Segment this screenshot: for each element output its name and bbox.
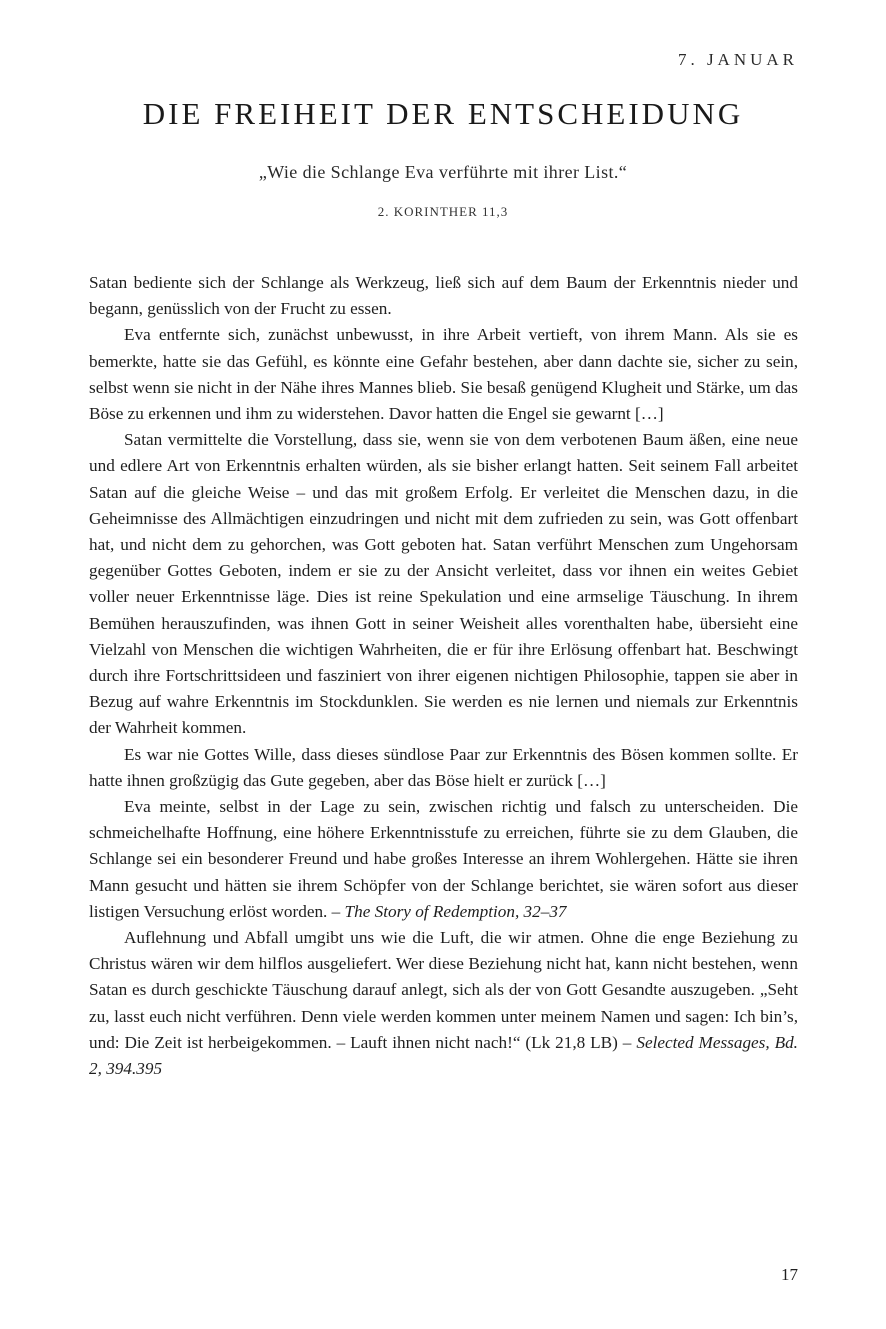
paragraph-text: Satan bediente sich der Schlange als Werkzeug, ließ sich auf dem Baum der Erkenntnis nieder und begann, genüsslich von der Frucht zu essen.	[89, 273, 798, 319]
paragraph	[89, 794, 798, 925]
body-text	[89, 270, 798, 1082]
paragraph-text: Auflehnung und Abfall umgibt uns wie die Luft, die wir atmen. Ohne die enge Beziehung zu Christus wären wir dem hilflos ausgeliefert. Wer diese Beziehung nicht hat, kann nicht bestehen, wenn Satan es durch geschickte Täuschung darauf anlegt, sich als der von Gott Gesandte auszugeben. „Seht zu, lasst euch nicht verführen. Denn viele werden kommen unter meinem Namen und sagen: Ich bin’s, und: Die Zeit ist herbeigekommen. – Lauft ihnen nicht nach!“ (Lk 21,8 LB) –	[89, 928, 798, 1052]
paragraph	[89, 322, 798, 427]
epigraph-reference: 2. KORINTHER 11,3	[377, 204, 509, 219]
paragraph	[89, 270, 798, 322]
paragraph-text: Eva meinte, selbst in der Lage zu sein, zwischen richtig und falsch zu unterscheiden. Die schmeichelhafte Hoffnung, eine höhere Erkenntnisstufe zu erreichen, führte sie zu dem Glauben, die Schlange sei ein besonderer Freund und habe großes Interesse an ihrem Wohlergehen. Hätte sie ihren Mann gesucht und hätten sie ihrem Schöpfer von der Schlange berichtet, sie wären sofort aus dieser listigen Versuchung erlöst worden. –	[89, 797, 798, 921]
page-date-header: 7. JANUAR	[677, 50, 798, 69]
source-citation: The Story of Redemption, 32–37	[344, 901, 567, 921]
paragraph	[89, 925, 798, 1082]
paragraph	[89, 742, 798, 794]
page-number: 17	[781, 1265, 798, 1284]
paragraph-text: Es war nie Gottes Wille, dass dieses sündlose Paar zur Erkenntnis des Bösen kommen sollte. Er hatte ihnen großzügig das Gute gegeben, aber das Böse hielt er zurück […]	[89, 744, 798, 790]
paragraph-text: Satan vermittelte die Vorstellung, dass sie, wenn sie von dem verbotenen Baum äßen, eine neue und edlere Art von Erkenntnis erhalten würden, als sie bisher erlangt hatten. Seit seinem Fall arbeitet Satan auf die gleiche Weise – und das mit großem Erfolg. Er verleitet die Menschen dazu, in die Geheimnisse des Allmächtigen einzudringen und nicht mit dem zufrieden zu sein, was Gott offenbart hat, und nicht dem zu gehorchen, was Gott geboten hat. Satan verführt Menschen zum Ungehorsam gegenüber Gottes Geboten, indem er sie zu der Ansicht verleitet, dass vor ihnen ein weites Gebiet voller neuer Erkenntnisse läge. Dies ist reine Spekulation und eine armselige Täuschung. In ihrem Bemühen herauszufinden, was ihnen Gott in seiner Weisheit alles vorenthalten habe, übersieht eine Vielzahl von Menschen die wichtigen Wahrheiten, die er für ihre Erlösung offenbart hat. Beschwingt durch ihre Fortschrittsideen und fasziniert von ihrer eigenen nichtigen Philosophie, tappen sie aber in Bezug auf wahre Erkenntnis im Stockdunklen. Sie werden es nie lernen und niemals zur Erkenntnis der Wahrheit kommen.	[89, 430, 798, 738]
source-citation: Selected Messages, Bd. 2, 394.395	[89, 1032, 798, 1079]
page-title: DIE FREIHEIT DER ENTSCHEIDUNG	[142, 96, 744, 131]
paragraph-text: Eva entfernte sich, zunächst unbewusst, in ihre Arbeit vertieft, von ihrem Mann. Als sie es bemerkte, hatte sie das Gefühl, es könnte eine Gefahr bestehen, aber dann dachte sie, sicher zu sein, selbst wenn sie nicht in der Nähe ihres Mannes blieb. Sie besaß genügend Klugheit und Stärke, um das Böse zu erkennen und ihm zu widerstehen. Davor hatten die Engel sie gewarnt […]	[89, 325, 798, 424]
epigraph-quote: „Wie die Schlange Eva verführte mit ihrer List.“	[258, 162, 628, 182]
paragraph	[89, 427, 798, 741]
